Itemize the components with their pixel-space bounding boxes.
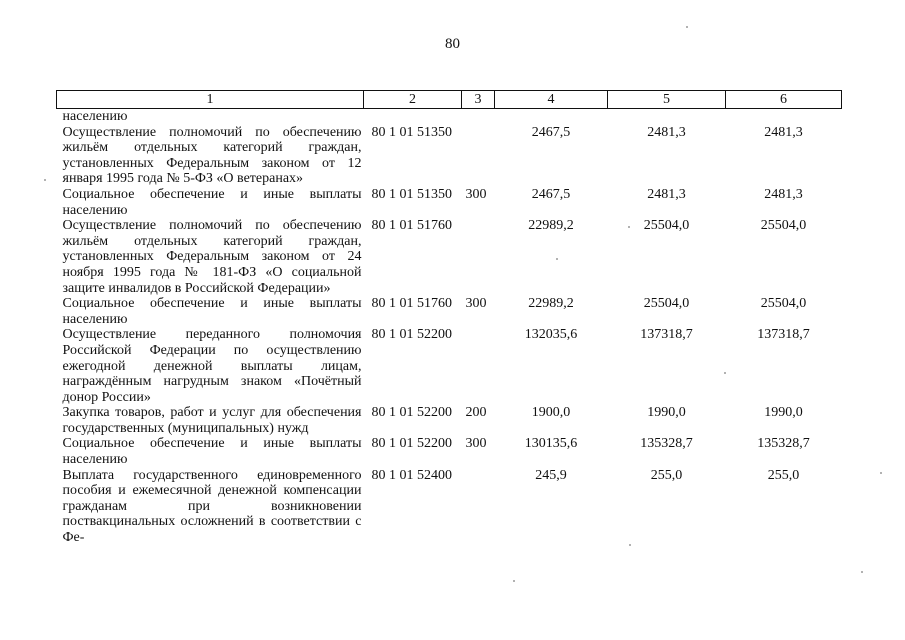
row-value-year1: 1900,0 (531, 405, 571, 421)
row-code: 80 1 01 52200 (371, 436, 452, 452)
row-value-year3: 25504,0 (760, 218, 807, 234)
header-cell-4: 4 (495, 91, 608, 109)
row-expense-type: 300 (465, 186, 487, 202)
row-code: 80 1 01 52200 (371, 327, 452, 343)
row-value-year3: 2481,3 (764, 124, 803, 140)
scan-speck (686, 26, 688, 28)
row-value-year3: 2481,3 (764, 186, 803, 202)
table-row (57, 218, 842, 296)
row-value-year1: 22989,2 (528, 296, 574, 312)
row-value-year1: 245,9 (535, 467, 567, 483)
row-description: Социальное обеспечение и иные выплаты населению (62, 296, 362, 327)
row-code: 80 1 01 51350 (371, 186, 452, 202)
row-value-year2: 255,0 (650, 467, 683, 483)
row-expense-type: 200 (465, 405, 487, 421)
row-value-year2: 25504,0 (643, 296, 690, 312)
scan-speck (628, 226, 630, 228)
row-value-year3: 137318,7 (757, 327, 810, 343)
scan-speck (880, 472, 882, 474)
table-row (57, 468, 842, 546)
header-cell-3: 3 (462, 91, 495, 109)
row-value-year2: 1990,0 (647, 405, 686, 421)
table-row (57, 327, 842, 405)
row-description: Социальное обеспечение и иные выплаты населению (62, 436, 362, 468)
header-cell-6: 6 (726, 91, 842, 109)
row-value-year1: 130135,6 (524, 436, 578, 452)
row-value-year1: 22989,2 (528, 218, 574, 234)
budget-table (56, 90, 842, 546)
table-body (57, 109, 842, 546)
row-value-year1: 2467,5 (531, 124, 571, 140)
row-value-year2 (608, 109, 726, 125)
row-code: 80 1 01 51350 (371, 124, 452, 140)
row-description: Осуществление переданного полномочия Российской Федерации по осуществлению ежегодной денежной выплаты лицам, награждённым нагрудным знаком «Почётный донор России» (62, 327, 362, 405)
table-row (57, 187, 842, 218)
scan-speck (861, 571, 863, 573)
table-row (57, 296, 842, 327)
table-row (57, 109, 842, 125)
row-description: населению (62, 109, 128, 124)
row-code (364, 109, 462, 125)
page-number: 80 (445, 36, 460, 52)
row-value-year1 (495, 109, 608, 125)
row-value-year3: 25504,0 (760, 296, 807, 312)
table-row (57, 436, 842, 467)
header-cell-5: 5 (608, 91, 726, 109)
row-value-year1: 132035,6 (524, 327, 578, 343)
row-description: Закупка товаров, работ и услуг для обеспечения государственных (муниципальных) нужд (62, 405, 362, 436)
row-code: 80 1 01 52400 (371, 467, 452, 483)
row-value-year2: 25504,0 (643, 218, 690, 234)
row-expense-type (462, 125, 495, 187)
row-code: 80 1 01 51760 (371, 296, 452, 312)
row-expense-type (462, 468, 495, 546)
row-value-year2: 2481,3 (647, 186, 686, 202)
header-cell-1: 1 (57, 91, 364, 109)
row-value-year1: 2467,5 (531, 186, 571, 202)
row-expense-type: 300 (465, 296, 487, 312)
row-value-year2: 135328,7 (640, 436, 693, 452)
scan-speck (44, 179, 46, 181)
row-value-year2: 137318,7 (640, 327, 693, 343)
row-value-year3 (726, 109, 842, 125)
scan-speck (556, 258, 558, 260)
scan-speck (724, 372, 726, 374)
row-description: Выплата государственного единовременного пособия и ежемесячной денежной компенсации гражданам при возникновении поствакцинальных осложнений в соответствии с Фе- (62, 467, 362, 546)
row-value-year2: 2481,3 (647, 124, 686, 140)
row-description: Осуществление полномочий по обеспечению жильём отдельных категорий граждан, установленных Федеральным законом от 24 ноября 1995 года № 181-ФЗ «О социальной защите инвалидов в Российской Федерации» (62, 218, 362, 296)
row-expense-type (462, 218, 495, 296)
table-row (57, 405, 842, 436)
scan-speck (629, 544, 631, 546)
header-row (57, 91, 842, 109)
row-code: 80 1 01 51760 (371, 218, 452, 234)
row-expense-type (462, 327, 495, 405)
row-code: 80 1 01 52200 (371, 405, 452, 421)
row-value-year3: 255,0 (767, 467, 800, 483)
row-expense-type (462, 109, 495, 125)
row-description: Осуществление полномочий по обеспечению жильём отдельных категорий граждан, установленных Федеральным законом от 12 января 1995 года № 5-ФЗ «О ветеранах» (62, 124, 362, 187)
table-row (57, 125, 842, 187)
row-expense-type: 300 (465, 436, 487, 452)
header-cell-2: 2 (364, 91, 462, 109)
row-value-year3: 135328,7 (757, 436, 810, 452)
row-value-year3: 1990,0 (764, 405, 803, 421)
row-description: Социальное обеспечение и иные выплаты населению (62, 186, 362, 218)
scan-speck (513, 580, 515, 582)
